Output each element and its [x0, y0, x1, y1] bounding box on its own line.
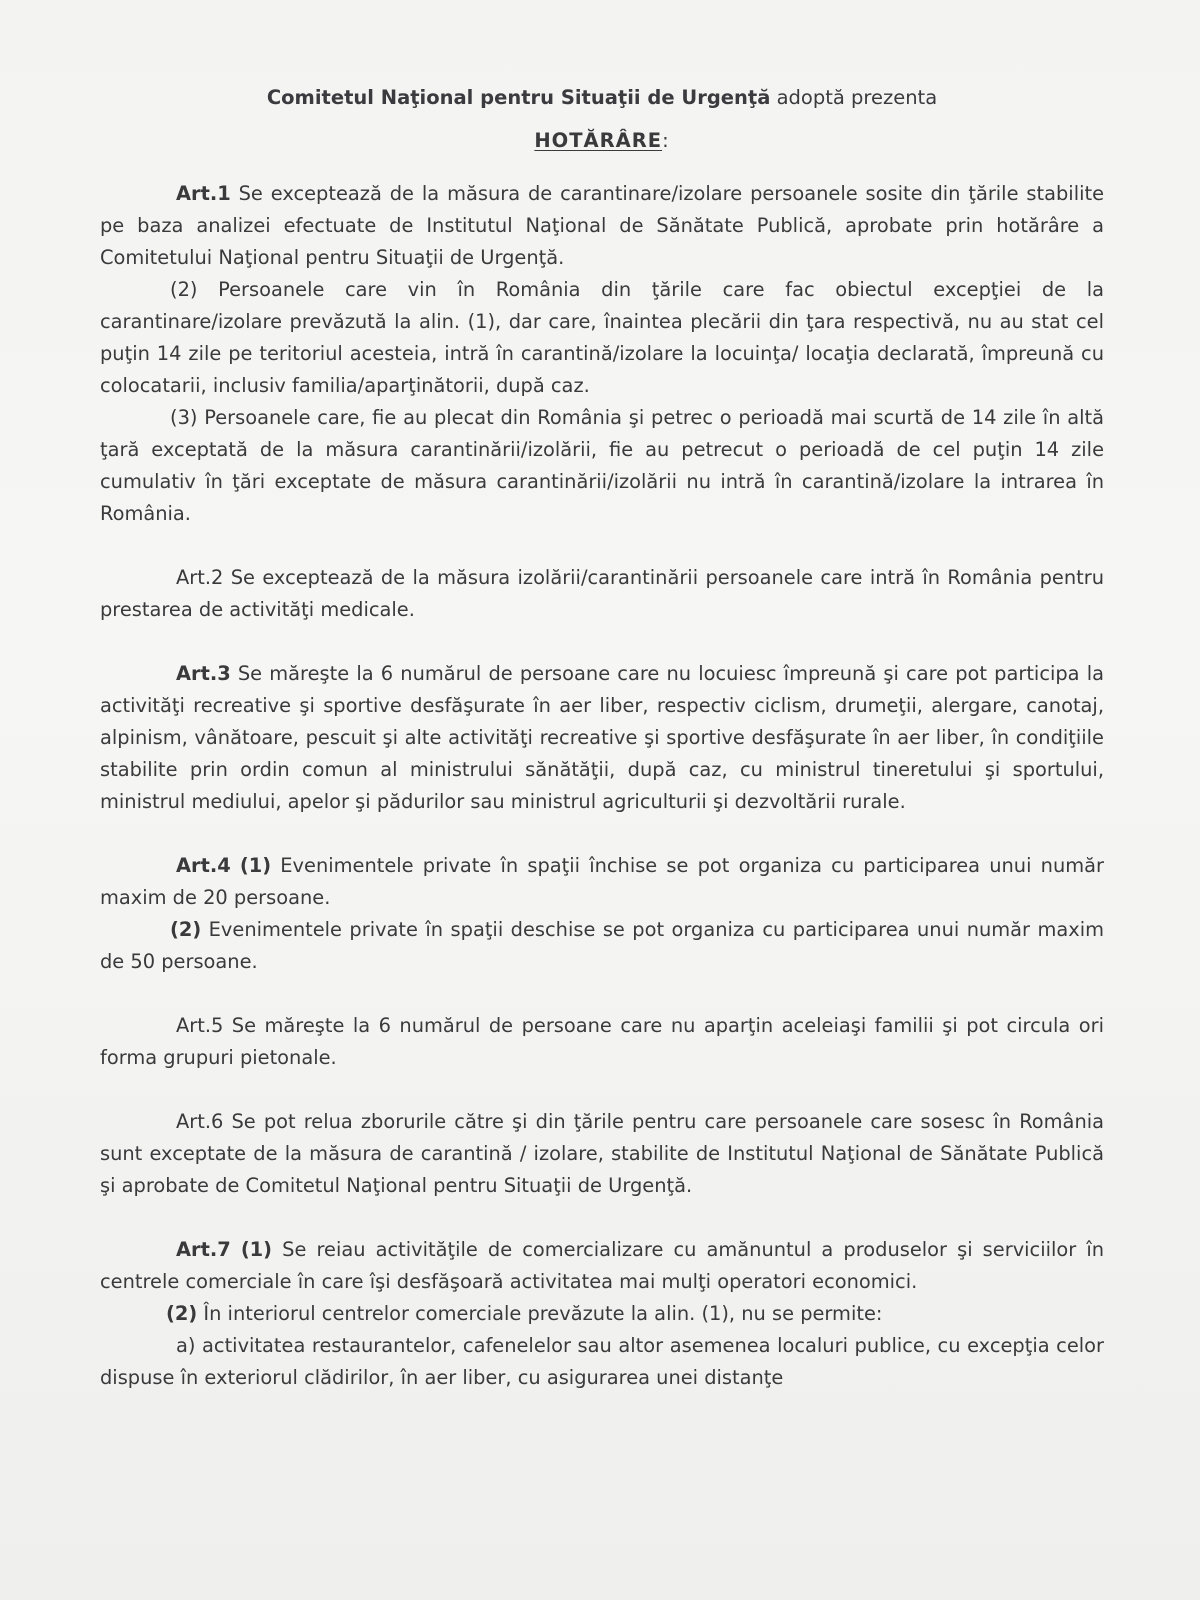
article-1-label: Art.1 [176, 182, 231, 205]
article-6-text: Se pot relua zborurile către şi din ţările pentru care persoanele care sosesc în România sunt exceptate de la măsura de carantină / izolare, stabilite de Institutul Naţional de Sănătate Publică şi aprobate de Comitetul Naţional pentru Situaţii de Urgenţă. [100, 1110, 1104, 1197]
article-1-paragraph-1 [100, 178, 1104, 274]
article-6-paragraph [100, 1106, 1104, 1202]
article-4-p2-label: (2) [170, 918, 202, 941]
spacer [100, 1202, 1104, 1234]
article-2-text: Se exceptează de la măsura izolării/carantinării persoanele care intră în România pentru prestarea de activităţi medicale. [100, 566, 1104, 621]
article-1-p2-text: Persoanele care vin în România din ţările care fac obiectul excepţiei de la carantinare/izolare prevăzută la alin. (1), dar care, înaintea plecării din ţara respectivă, nu au stat cel puţin 14 zile pe teritoriul acesteia, intră în carantină/izolare la locuinţa/ locaţia declarată, împreună cu colocatarii, inclusiv familia/aparţinătorii, după caz. [100, 278, 1104, 397]
header-line [100, 86, 1104, 109]
spacer [100, 818, 1104, 850]
article-5-text: Se măreşte la 6 numărul de persoane care nu aparţin aceleiaşi familii şi pot circula ori forma grupuri pietonale. [100, 1014, 1104, 1069]
article-4-p1-text: Evenimentele private în spaţii închise se pot organiza cu participarea unui număr maxim de 20 persoane. [100, 854, 1104, 909]
article-7-item-a [100, 1330, 1104, 1394]
article-1-paragraph-2 [100, 274, 1104, 402]
article-3-paragraph [100, 658, 1104, 818]
article-4-paragraph-1 [100, 850, 1104, 914]
article-4-paragraph-2 [100, 914, 1104, 978]
article-1-p3-text: Persoanele care, fie au plecat din România şi petrec o perioadă mai scurtă de 14 zile în altă ţară exceptată de la măsura carantinării/izolării, fie au petrecut o perioadă de cel puţin 14 zile cumulativ în ţări exceptate de măsura carantinării/izolării nu intră în carantină/izolare la intrarea în România. [100, 406, 1104, 525]
article-7-p2-label: (2) [166, 1302, 198, 1325]
article-7-p2-text: În interiorul centrelor comerciale prevăzute la alin. (1), nu se permite: [197, 1302, 883, 1325]
article-6-label: Art.6 [176, 1110, 224, 1133]
article-7-p1-text: Se reiau activităţile de comercializare cu amănuntul a produselor şi serviciilor în centrele comerciale în care îşi desfăşoară activitatea mai mulţi operatori economici. [100, 1238, 1104, 1293]
article-2-paragraph [100, 562, 1104, 626]
article-4-p1-label: (1) [239, 854, 272, 877]
article-1-p3-label: (3) [170, 406, 198, 429]
article-1-paragraph-3 [100, 402, 1104, 530]
article-7-p1-label: (1) [240, 1238, 273, 1261]
article-3-label: Art.3 [176, 662, 231, 685]
article-3-text: Se măreşte la 6 numărul de persoane care nu locuiesc împreună şi care pot participa la activităţi recreative şi sportive desfăşurate în aer liber, respectiv ciclism, drumeţii, alergare, canotaj, alpinism, vânătoare, pescuit şi alte activităţi recreative şi sportive desfăşurate în aer liber, în condiţiile stabilite prin ordin comun al ministrului sănătăţii, după caz, cu ministrul tineretului şi sportului, ministrul mediului, apelor şi pădurilor sau ministrul agriculturii şi dezvoltării rurale. [100, 662, 1104, 813]
article-7-paragraph-1 [100, 1234, 1104, 1298]
header-org: Comitetul Naţional pentru Situaţii de Urgenţă [266, 86, 771, 109]
article-2-label: Art.2 [176, 566, 224, 589]
article-7-paragraph-2 [100, 1298, 1104, 1330]
article-7-item-a-text: a) activitatea restaurantelor, cafenelelor sau altor asemenea localuri publice, cu excepţia celor dispuse în exteriorul clădirilor, în aer liber, cu asigurarea unei distanţe [100, 1334, 1104, 1389]
spacer [100, 978, 1104, 1010]
document-title-text: HOTĂRÂRE [534, 129, 663, 152]
article-1-p2-label: (2) [170, 278, 198, 301]
article-5-label: Art.5 [176, 1014, 224, 1037]
header-rest: adoptă prezenta [770, 86, 938, 109]
article-5-paragraph [100, 1010, 1104, 1074]
article-4-label: Art.4 [176, 854, 231, 877]
spacer [100, 626, 1104, 658]
article-7-label: Art.7 [176, 1238, 231, 1261]
article-1-text: Se exceptează de la măsura de carantinare/izolare persoanele sosite din ţările stabilite pe baza analizei efectuate de Institutul Naţional de Sănătate Publică, aprobate prin hotărâre a Comitetului Naţional pentru Situaţii de Urgenţă. [100, 182, 1104, 269]
article-4-p2-text: Evenimentele private în spaţii deschise se pot organiza cu participarea unui număr maxim de 50 persoane. [100, 918, 1104, 973]
document-title [100, 129, 1104, 152]
spacer [100, 530, 1104, 562]
document-title-suffix: : [662, 129, 670, 152]
spacer [100, 1074, 1104, 1106]
